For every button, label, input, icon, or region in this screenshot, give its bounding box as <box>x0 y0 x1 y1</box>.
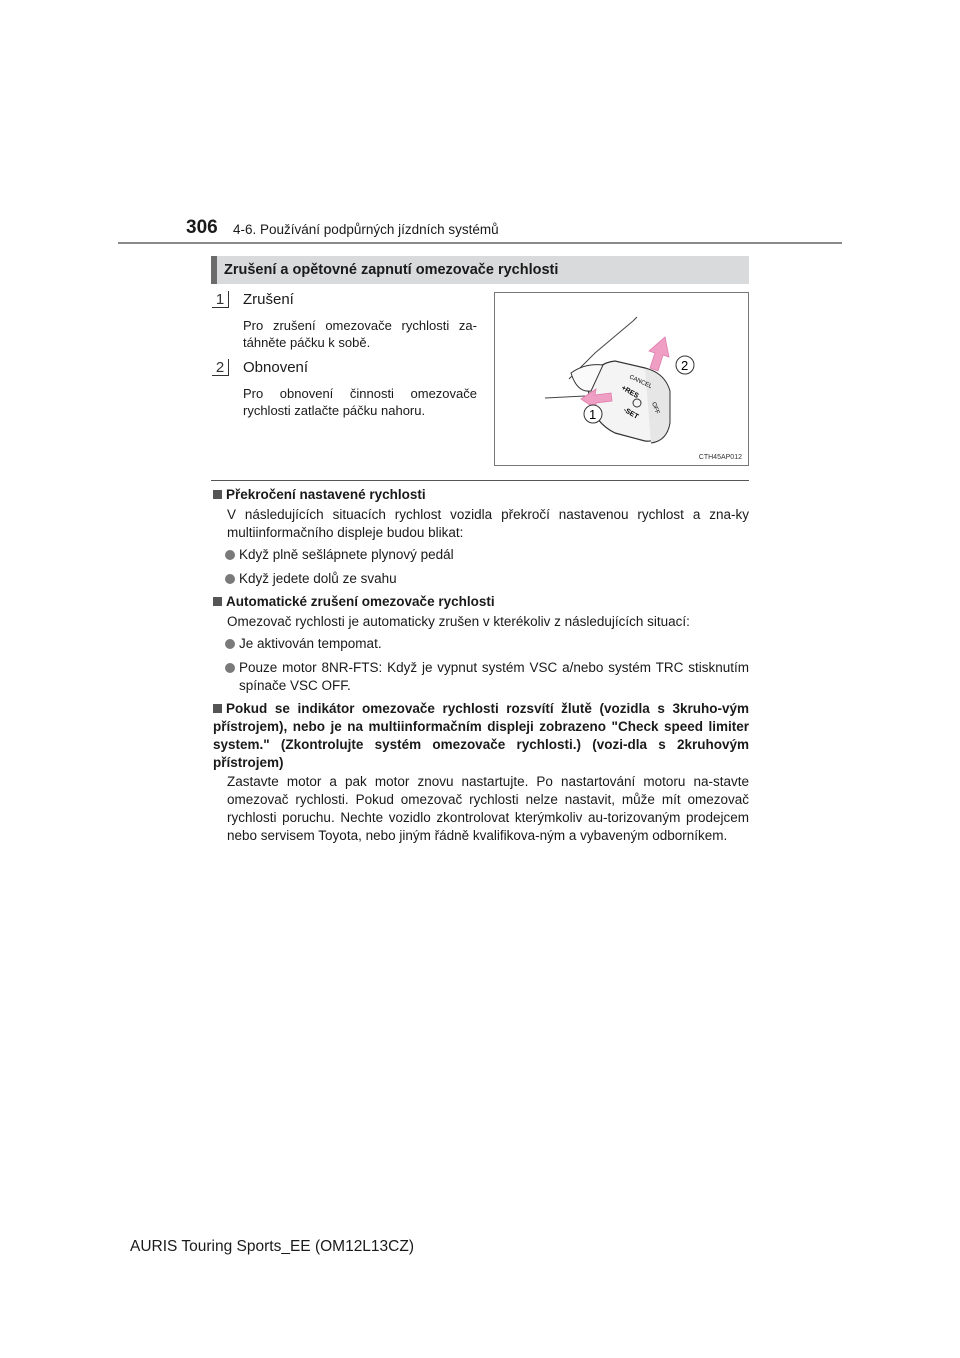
lever-label-res: +RES <box>620 384 640 400</box>
page-number: 306 <box>186 217 218 238</box>
section-accent <box>211 256 217 284</box>
lever-label-off: OFF <box>650 401 660 415</box>
circle-bullet-icon <box>225 550 235 560</box>
list-item-text: Když plně sešlápnete plynový pedál <box>239 547 454 562</box>
section-divider <box>211 480 749 481</box>
push-up-arrow-icon <box>649 337 669 371</box>
note-heading-indicator-text: Pokud se indikátor omezovače rychlosti rozsvítí žlutě (vozidla s 3kruho-vým přístrojem), nebo je na multiinformačním displeji zobrazeno "Check speed limiter system." (Zkontrolujte systém omezovače rychlosti.) (vozi-dla s 2kruhovým přístrojem) <box>213 701 749 770</box>
figure-code: CTH45AP012 <box>698 454 742 461</box>
speed-limiter-lever-drawing <box>495 293 748 465</box>
circle-bullet-icon <box>225 574 235 584</box>
chapter-title: 4-6. Používání podpůrných jízdních systémů <box>233 222 499 237</box>
list-item-text: Když jedete dolů ze svahu <box>239 571 397 586</box>
section-title: Zrušení a opětovné zapnutí omezovače rychlosti <box>224 262 559 278</box>
list-item-text: Pouze motor 8NR-FTS: Když je vypnut systém VSC a/nebo systém TRC stisknutím spínače VSC OFF. <box>239 660 749 693</box>
list-item-text: Je aktivován tempomat. <box>239 636 382 651</box>
list-item <box>225 635 749 653</box>
square-bullet-icon <box>213 490 222 499</box>
list-item <box>225 659 749 695</box>
list-item <box>225 546 749 564</box>
note-body-indicator: Zastavte motor a pak motor znovu nastartujte. Po nastartování motoru na-stavte omezovač rychlosti. Pokud omezovač rychlosti nelze nastavit, může mít omezovač rychlosti poruchu. Nechte vozidlo zkontrolovat kterýmkoliv au-torizovaným prodejcem nebo servisem Toyota, nebo jiným řádně kvalifikova-ným a vybaveným odborníkem. <box>227 774 749 843</box>
square-bullet-icon <box>213 597 222 606</box>
step-body-1: Pro zrušení omezovače rychlosti za-táhněte páčku k sobě. <box>243 318 477 350</box>
note-body-exceed: V následujících situacích rychlost vozidla překročí nastavenou rychlost a zna-ky multiinformačního displeje budou blikat: <box>227 507 749 540</box>
note-heading-indicator <box>213 700 749 772</box>
lever-illustration <box>494 292 749 466</box>
step-marker-1: 1 <box>212 291 229 308</box>
step-marker-2: 2 <box>212 359 229 376</box>
list-item <box>225 570 749 588</box>
step-title-2: Obnovení <box>243 359 309 376</box>
lever-label-cancel: CANCEL <box>628 374 653 391</box>
note-body-auto-cancel: Omezovač rychlosti je automaticky zrušen v kterékoliv z následujících situací: <box>227 614 690 629</box>
lever-label-set: -SET <box>622 406 640 421</box>
header-rule <box>118 242 842 244</box>
footer-model: AURIS Touring Sports_EE (OM12L13CZ) <box>130 1238 414 1255</box>
circle-bullet-icon <box>225 639 235 649</box>
step-body-2: Pro obnovení činnosti omezovače rychlosti zatlačte páčku nahoru. <box>243 386 477 418</box>
step-title-1: Zrušení <box>243 291 294 308</box>
square-bullet-icon <box>213 704 222 713</box>
note-heading-exceed-text: Překročení nastavené rychlosti <box>226 487 426 502</box>
callout-1: 1 <box>589 407 597 422</box>
callout-2: 2 <box>681 358 689 373</box>
circle-bullet-icon <box>225 663 235 673</box>
note-heading-exceed <box>213 486 749 504</box>
section-heading-bar <box>211 256 749 284</box>
note-heading-auto-cancel-text: Automatické zrušení omezovače rychlosti <box>226 594 495 609</box>
note-heading-auto-cancel <box>213 593 749 611</box>
